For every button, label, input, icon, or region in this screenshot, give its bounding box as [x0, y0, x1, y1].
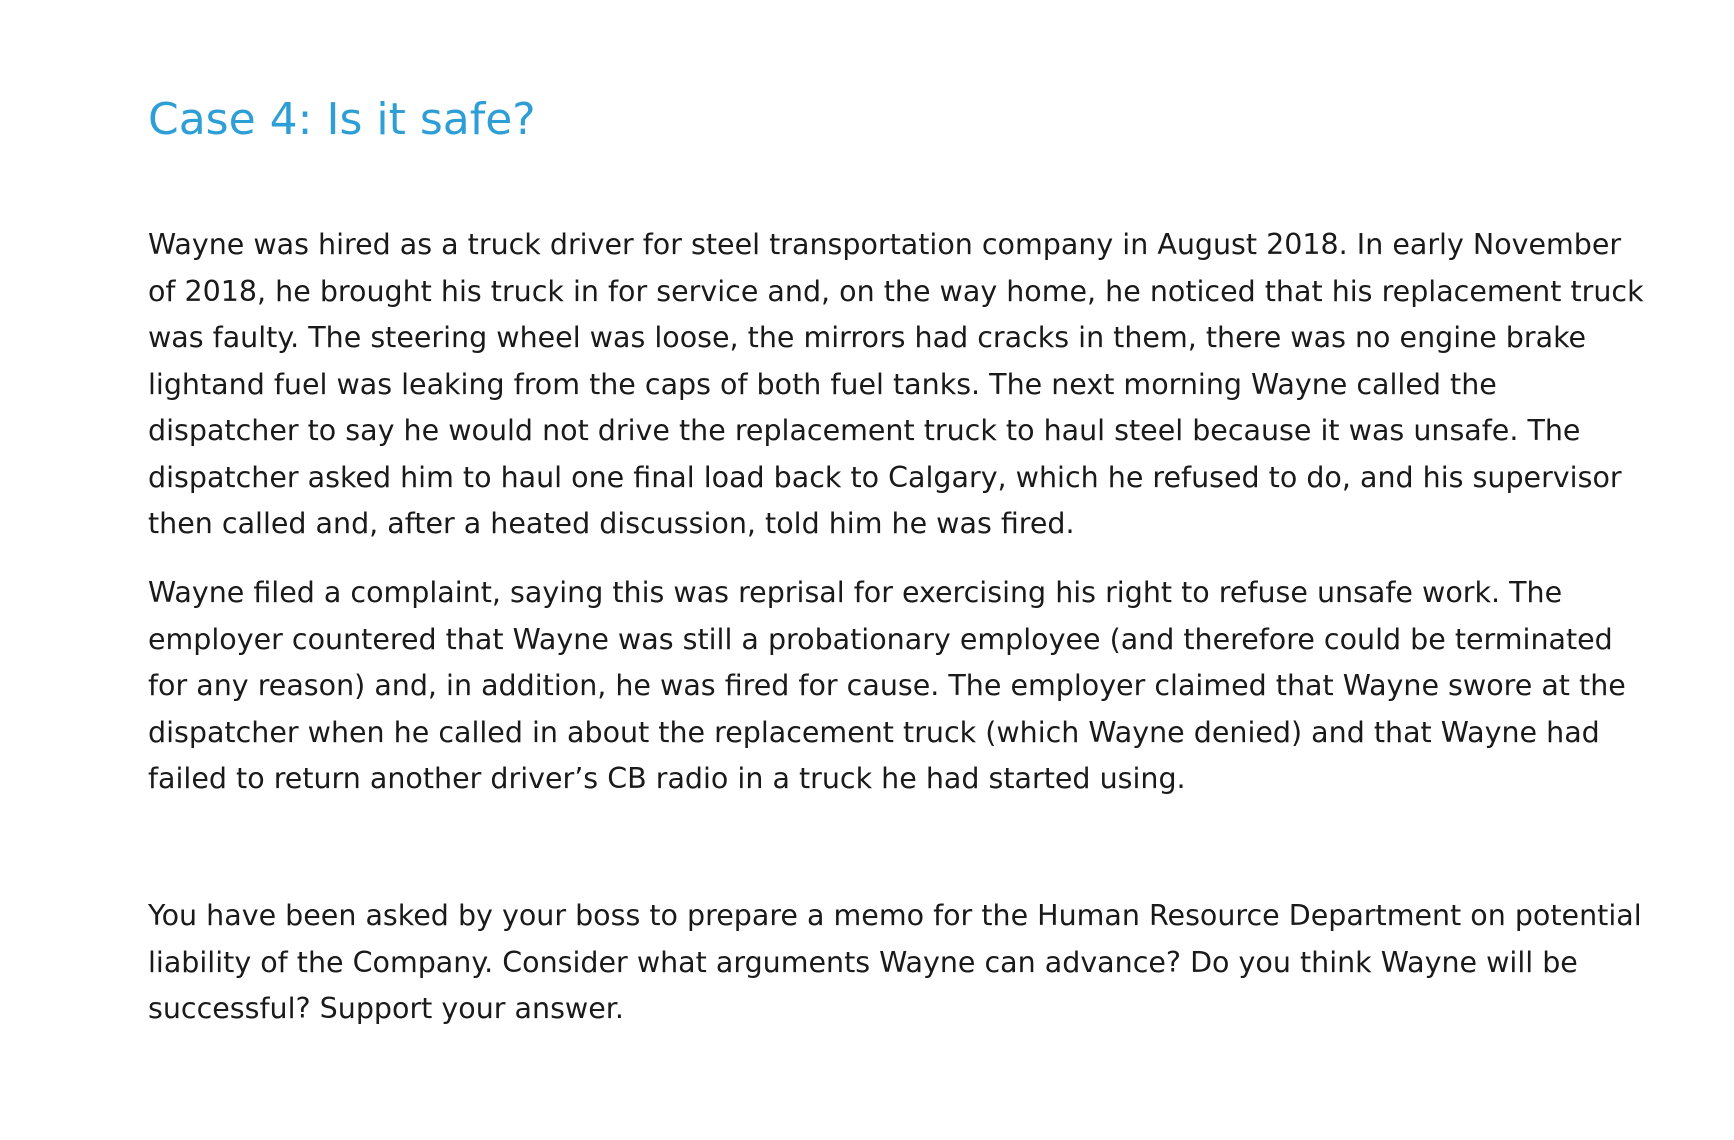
case-title: Case 4: Is it safe?: [148, 94, 536, 145]
paragraph-line: liability of the Company. Consider what arguments Wayne can advance? Do you think Wayne will be: [148, 945, 1578, 979]
paragraph-line: Wayne filed a complaint, saying this was reprisal for exercising his right to refuse unsafe work. The: [148, 576, 1563, 609]
paragraph-line: dispatcher when he called in about the replacement truck (which Wayne denied) and that Wayne had: [148, 715, 1600, 749]
paragraph-line: of 2018, he brought his truck in for service and, on the way home, he noticed that his replacement truck: [148, 274, 1644, 308]
paragraph-line: was faulty. The steering wheel was loose, the mirrors had cracks in them, there was no engine brake: [148, 321, 1587, 354]
paragraph-line: for any reason) and, in addition, he was fired for cause. The employer claimed that Wayne swore at the: [148, 669, 1626, 702]
paragraph-line: lightand fuel was leaking from the caps of both fuel tanks. The next morning Wayne called the: [148, 367, 1497, 401]
paragraph-line: employer countered that Wayne was still a probationary employee (and therefore could be terminated: [148, 622, 1613, 656]
paragraph-line: failed to return another driver’s CB radio in a truck he had started using.: [148, 762, 1186, 795]
complaint-paragraph: [148, 570, 1638, 803]
paragraph-line: then called and, after a heated discussion, told him he was fired.: [148, 507, 1075, 540]
paragraph-line: dispatcher to say he would not drive the replacement truck to haul steel because it was unsafe. The: [148, 414, 1581, 447]
assignment-paragraph: [148, 893, 1642, 1033]
paragraph-line: You have been asked by your boss to prepare a memo for the Human Resource Department on potential: [148, 899, 1642, 932]
paragraph-line: dispatcher asked him to haul one final load back to Calgary, which he refused to do, and his supervisor: [148, 460, 1622, 494]
facts-paragraph: [148, 222, 1644, 548]
paragraph-line: successful? Support your answer.: [148, 992, 624, 1025]
paragraph-line: Wayne was hired as a truck driver for steel transportation company in August 2018. In early November: [148, 228, 1622, 261]
